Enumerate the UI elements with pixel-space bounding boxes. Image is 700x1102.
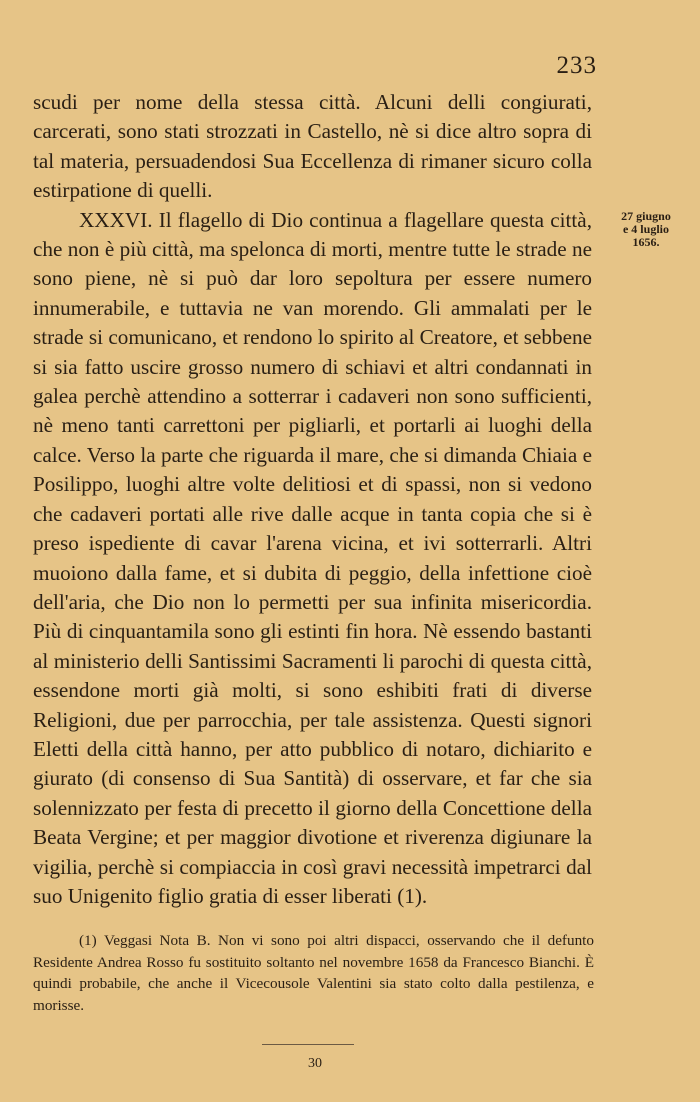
margin-date-note <box>608 210 684 249</box>
margin-note-line: 1656. <box>632 235 660 249</box>
footnote-divider <box>262 1044 354 1045</box>
margin-note-line: e 4 luglio <box>622 222 669 236</box>
page-number: 233 <box>556 52 597 79</box>
paragraph: XXXVI. Il flagello di Dio continua a flagellare questa città, che non è più città, ma spelonca di morti, mentre tutte le strade ne sono piene, nè si può dar loro sepoltura per essere numero innumerabile, e tuttavia ne van morendo. Gli ammalati per le strade si comunicano, et rendono lo spirito al Creatore, et sebbene si sia fatto uscire grosso numero di schiavi et altri condannati in galea perchè attendino a sotterrar i cadaveri non sono sufficienti, nè meno tanti carrettoni per pigliarli, et portarli ai luoghi della calce. Verso la parte che riguarda il mare, che si dimanda Chiaia e Posilippo, luoghi altre volte delitiosi et di spassi, non si vedono che cadaveri portati alle rive dalle acque in tanta copia che si è preso ispediente di cavar l'arena vicina, et ivi sotterrarli. Altri muoiono dalla fame, et si dubita di peggio, della infettione cioè dell'aria, che Dio non lo permetti per sua infinita misericordia. Più di cinquantamila sono gli estinti fin hora. Nè essendo bastanti al ministerio delli Santissimi Sacramenti li parochi di questa città, essendone morti già molti, si sono eshibiti frati di diverse Religioni, due per parrocchia, per tale assistenza. Questi signori Eletti della città hanno, per atto pubblico di notaro, dichiarito e giurato (di consenso di Sua Santità) di osservare, et far che sia solennizzato per festa di precetto il giorno della Concettione della Beata Vergine; et per maggior divotione et riverenza digiunare la vigilia, perchè si compiaccia in così gravi necessità impetrarci dal suo Unigenito figlio gratia di esser liberati (1). <box>33 207 592 908</box>
margin-note-line: 27 giugno <box>621 209 671 223</box>
footnote-text: (1) Veggasi Nota B. Non vi sono poi altri dispacci, osservando che il defunto Residente Andrea Rosso fu sostituito soltanto nel novembre 1658 da Francesco Bianchi. È quindi probabile, che anche il Vicecousole Valentini sia stato colto dalla pestilenza, e morisse. <box>33 932 594 1014</box>
paragraph: scudi per nome della stessa città. Alcuni delli congiurati, carcerati, sono stati strozzati in Castello, nè si dice altro sopra di tal materia, persuadendosi Sua Eccellenza di rimaner sicuro colla estirpatione di quelli. <box>33 90 592 203</box>
footnote <box>33 930 594 1016</box>
signature-mark: 30 <box>308 1056 322 1071</box>
main-text <box>33 88 592 911</box>
